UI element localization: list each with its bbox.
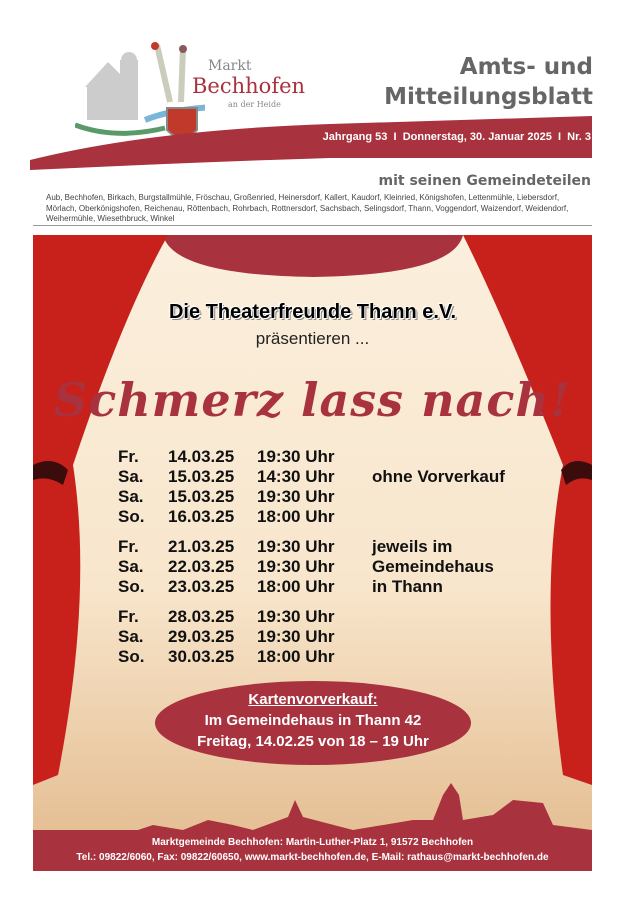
presenter: Die Theaterfreunde Thann e.V.: [168, 301, 457, 323]
schedule-date: 23.03.25: [168, 577, 235, 596]
schedule-date: 15.03.25: [168, 467, 235, 486]
presale-heading: Kartenvorverkauf:: [248, 691, 378, 708]
title-line-2: Mitteilungsblatt: [384, 84, 593, 110]
schedule-time: 14:30 Uhr: [257, 467, 335, 486]
presale-time: Freitag, 14.02.25 von 18 – 19 Uhr: [197, 733, 429, 750]
logo-tagline: an der Heide: [228, 100, 281, 109]
schedule-day: Fr.: [118, 537, 139, 556]
theater-poster: [33, 235, 592, 871]
schedule-date: 30.03.25: [168, 647, 235, 666]
schedule-date: 21.03.25: [168, 537, 235, 556]
schedule-time: 18:00 Uhr: [257, 577, 335, 596]
schedule-date: 14.03.25: [168, 447, 235, 466]
note-venue-2: Gemeindehaus: [372, 557, 494, 576]
schedule-day: Sa.: [118, 557, 144, 576]
note-venue-3: in Thann: [372, 577, 443, 596]
schedule-time: 19:30 Uhr: [257, 627, 335, 646]
footer-contact: Tel.: 09822/6060, Fax: 09822/60650, www.markt-bechhofen.de, E-Mail: rathaus@markt-bechhofen.de: [76, 852, 549, 863]
footer-address: Marktgemeinde Bechhofen: Martin-Luther-Platz 1, 91572 Bechhofen: [151, 837, 474, 848]
schedule-day: Fr.: [118, 447, 139, 466]
schedule-time: 18:00 Uhr: [257, 647, 335, 666]
divider: [33, 225, 592, 226]
logo-markt: Markt: [208, 58, 252, 74]
schedule-date: 22.03.25: [168, 557, 235, 576]
schedule-day: So.: [118, 647, 145, 666]
schedule-time: 19:30 Uhr: [257, 447, 335, 466]
note-venue-1: jeweils im: [372, 537, 453, 556]
footer: [33, 830, 592, 871]
schedule-day: Sa.: [118, 467, 144, 486]
schedule-date: 29.03.25: [168, 627, 235, 646]
schedule-date: 28.03.25: [168, 607, 235, 626]
schedule-day: So.: [118, 507, 145, 526]
play-title: Schmerz lass nach!: [54, 373, 571, 427]
schedule-time: 19:30 Uhr: [257, 557, 335, 576]
schedule-day: Sa.: [118, 487, 144, 506]
town-skyline: [123, 783, 592, 835]
publication-title: [384, 52, 593, 112]
title-line-1: Amts- und: [459, 54, 593, 80]
schedule-day: Fr.: [118, 607, 139, 626]
logo-name: Bechhofen: [192, 74, 306, 98]
schedule-date: 16.03.25: [168, 507, 235, 526]
schedule-date: 15.03.25: [168, 487, 235, 506]
schedule-time: 19:30 Uhr: [257, 607, 335, 626]
village-list: Aub, Bechhofen, Birkach, Burgstallmühle, Fröschau, Großenried, Heinersdorf, Kallert, Kaudorf, Kleinried, Königshofen, Lettenmühle, Liebersdorf, Mörlach, Oberkönigshofen, Reichenau, Röttenbach, Rohrbach, Rottnersdorf, Sachsbach, Selingsdorf, Thann, Voggendorf, Waizendorf, Weidendorf, Weihermühle, Wiesethbruck, Winkel: [46, 193, 569, 223]
presale-place: Im Gemeindehaus in Thann 42: [204, 712, 422, 729]
schedule-time: 18:00 Uhr: [257, 507, 335, 526]
schedule-time: 19:30 Uhr: [257, 537, 335, 556]
schedule-day: So.: [118, 577, 145, 596]
presale-info: [155, 681, 471, 765]
subtitle: mit seinen Gemeindeteilen: [378, 173, 591, 189]
schedule-day: Sa.: [118, 627, 144, 646]
presents-text: präsentieren ...: [255, 329, 370, 348]
schedule-time: 19:30 Uhr: [257, 487, 335, 506]
issue-info: Jahrgang 53 I Donnerstag, 30. Januar 2025 I Nr. 3: [322, 131, 591, 143]
note-no-presale: ohne Vorverkauf: [372, 467, 505, 486]
